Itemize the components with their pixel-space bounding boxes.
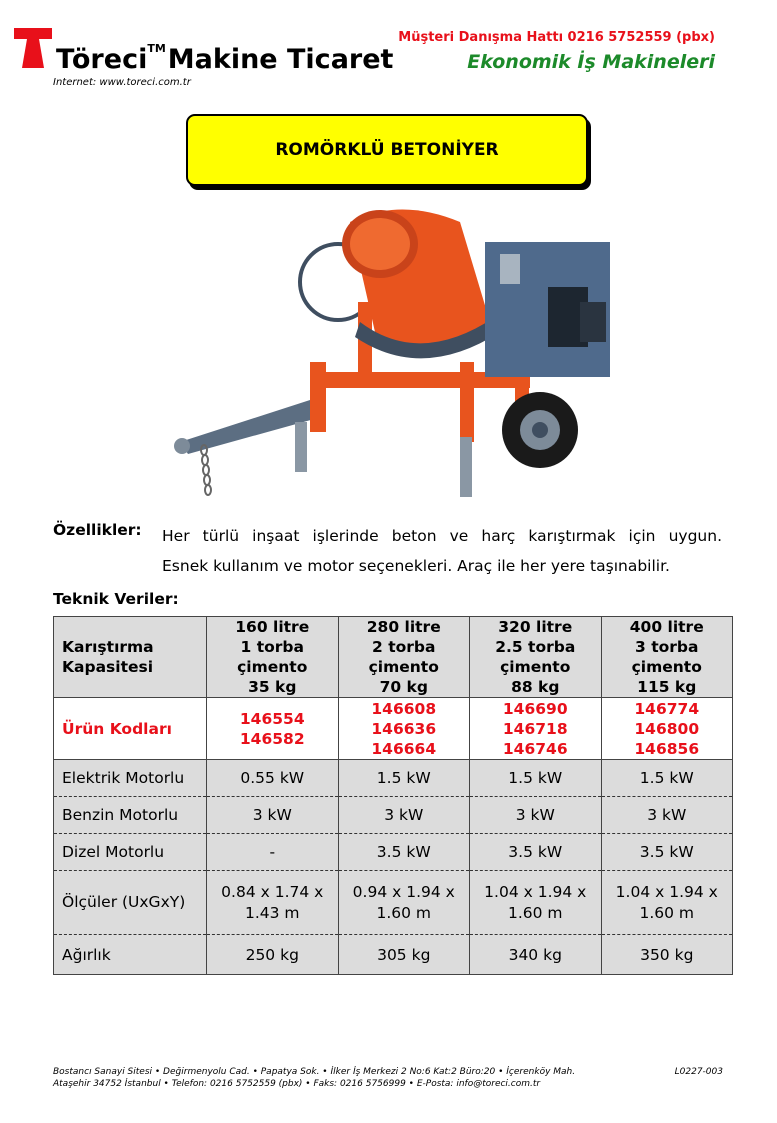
tagline-text: Ekonomik İş Makineleri [467,51,715,73]
capacity-cell: 320 litre 2.5 torba çimento 88 kg [470,617,602,698]
website-text: Internet: www.toreci.com.tr [53,77,191,88]
hotline-text: Müşteri Danışma Hattı 0216 5752559 (pbx) [398,30,715,45]
table-cell: - [207,834,339,871]
features-text [162,521,722,581]
table-row [54,871,733,935]
footer-address-line-1: Bostancı Sanayi Sitesi • Değirmenyolu Cad. • Papatya Sok. • İlker İş Merkezi 2 No:6 Kat:2 Büro:20 • İçerenköy Mah. [53,1067,576,1077]
table-cell: 1.5 kW [470,760,602,797]
capacity-cell: 160 litre 1 torba çimento 35 kg [207,617,339,698]
table-cell: 3.5 kW [601,834,733,871]
table-cell: 1.04 x 1.94 x 1.60 m [470,871,602,935]
table-row [54,797,733,834]
rear-leg [460,437,472,497]
tow-hitch [174,438,190,454]
capacity-label: Karıştırma Kapasitesi [54,617,207,698]
product-codes-cell: 146774 146800 146856 [601,698,733,760]
document-code: L0227-003 [674,1067,723,1077]
table-cell: 350 kg [601,935,733,975]
table-cell: 3 kW [338,797,470,834]
row-label: Elektrik Motorlu [54,760,207,797]
front-leg [295,422,307,472]
product-codes-cell: 146554 146582 [207,698,339,760]
capacity-cell: 400 litre 3 torba çimento 115 kg [601,617,733,698]
footer-address-line-2: Ataşehir 34752 İstanbul • Telefon: 0216 5752559 (pbx) • Faks: 0216 5756999 • E-Posta: info@toreci.com.tr [53,1079,541,1089]
motor-housing [485,242,610,377]
row-label: Dizel Motorlu [54,834,207,871]
table-cell: 3 kW [601,797,733,834]
table-cell: 340 kg [470,935,602,975]
table-cell: 3 kW [207,797,339,834]
table-cell: 250 kg [207,935,339,975]
trailer-wheel [502,392,578,468]
table-row [54,760,733,797]
table-cell: 0.94 x 1.94 x 1.60 m [338,871,470,935]
features-line-2: Esnek kullanım ve motor seçenekleri. Araç ile her yere taşınabilir. [162,557,670,575]
table-cell: 3.5 kW [338,834,470,871]
tow-chain [201,445,211,495]
table-cell: 3.5 kW [470,834,602,871]
capacity-header-row [54,617,733,698]
table-cell: 0.84 x 1.74 x 1.43 m [207,871,339,935]
table-cell: 1.5 kW [601,760,733,797]
table-cell: 1.5 kW [338,760,470,797]
tech-data-label: Teknik Veriler: [53,590,179,608]
product-codes-label: Ürün Kodları [54,698,207,760]
table-cell: 3 kW [470,797,602,834]
table-row [54,935,733,975]
row-label: Ağırlık [54,935,207,975]
product-photo [160,192,620,512]
capacity-cell: 280 litre 2 torba çimento 70 kg [338,617,470,698]
row-label: Benzin Motorlu [54,797,207,834]
spec-table [53,616,733,975]
table-cell: 0.55 kW [207,760,339,797]
row-label: Ölçüler (UxGxY) [54,871,207,935]
features-line-1: Her türlü inşaat işlerinde beton ve harç karıştırmak için uygun. [162,527,722,545]
table-row [54,834,733,871]
product-codes-cell: 146608 146636 146664 [338,698,470,760]
mixer-drum [342,210,500,359]
table-cell: 1.04 x 1.94 x 1.60 m [601,871,733,935]
product-codes-cell: 146690 146718 146746 [470,698,602,760]
page-title: ROMÖRKLÜ BETONİYER [275,140,499,160]
table-cell: 305 kg [338,935,470,975]
features-label: Özellikler: [53,521,142,539]
company-logo-icon [14,22,52,68]
footer [53,1066,723,1090]
brand-name: Töreci™Makine Ticaret [56,42,394,75]
product-codes-row [54,698,733,760]
title-box [186,114,588,186]
